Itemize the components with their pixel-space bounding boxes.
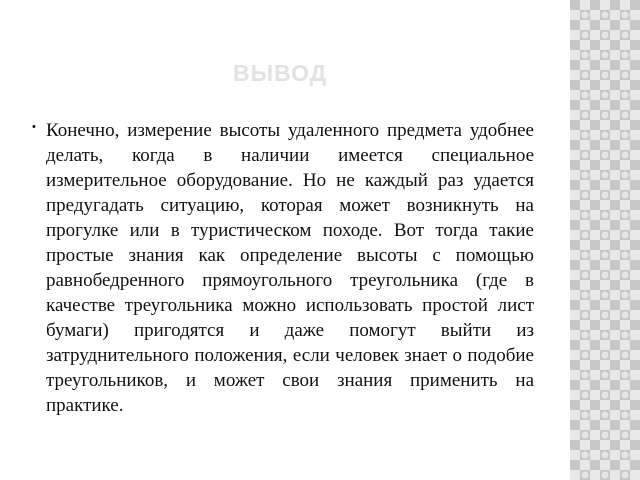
- slide-title: ВЫВОД: [233, 60, 328, 86]
- slide-content: [32, 118, 534, 418]
- body-paragraph: Конечно, измерение высоты удаленного предмета удобнее делать, когда в наличии имеется специальное измерительное оборудование. Но не каждый раз удается предугадать ситуацию, которая может возникнуть на прогулке или в туристическом походе. Вот тогда такие простые знания как определение высоты с помощью равнобедренного прямоугольного треугольника (где в качестве треугольника можно использовать простой лист бумаги) пригодятся и даже помогут выйти из затруднительного положения, если человек знает о подобие треугольников, и может свои знания применить на практике.: [46, 120, 534, 416]
- bullet-point-icon: •: [32, 121, 36, 133]
- decorative-pattern-strip: [570, 0, 640, 480]
